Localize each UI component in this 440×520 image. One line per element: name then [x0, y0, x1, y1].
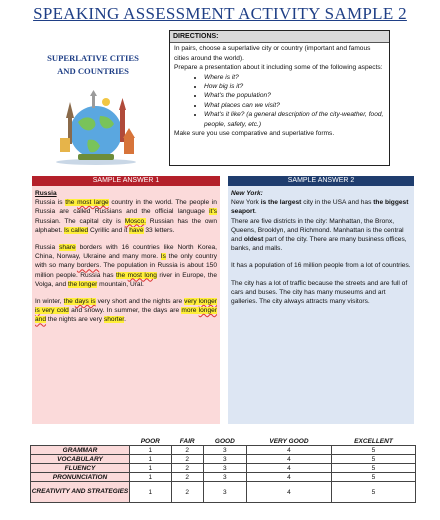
rubric-criterion: GRAMMAR [31, 446, 130, 455]
score-cell: 1 [130, 455, 172, 464]
score-cell: 5 [331, 446, 415, 455]
topic-label-line-2: AND COUNTRIES [57, 66, 129, 76]
sample-answer-2-paragraph-3: The city has a lot of traffic because the streets and are full of cars and buses. The city has many museums and art galleries. The city always attracts many visitors. [231, 279, 408, 306]
score-cell: 2 [171, 455, 203, 464]
directions-closing: Make sure you use comparative and superlative forms. [174, 130, 335, 138]
rubric-level: VERY GOOD [246, 437, 331, 446]
table-row [31, 473, 416, 482]
score-cell: 4 [246, 464, 331, 473]
sample-answer-1-paragraph-3: In winter, the days is very short and the nights are very longer is very cold and snowy. In summer, the days are more longer and the nights are very shorter. [35, 298, 218, 324]
score-cell: 2 [171, 482, 203, 503]
score-cell: 2 [171, 464, 203, 473]
score-cell: 4 [246, 446, 331, 455]
score-cell: 1 [130, 473, 172, 482]
sample-answer-2-paragraph-1: New York is the largest city in the USA and has the biggest seaport. There are five districts in the city: Manhattan, the Bronx, Queens, Brooklyn, and Richmond. Manhattan is the central and oldest part of the city. There are many business offices, banks, and malls. [231, 199, 409, 253]
score-cell: 3 [203, 446, 246, 455]
score-cell: 3 [203, 464, 246, 473]
table-row [31, 446, 416, 455]
rubric-criterion: FLUENCY [31, 464, 130, 473]
sample-answer-1-paragraph-1: Russia is the most large country in the world. The people in Russia are called Russians and the official language it's Russian. The capital city is Mosco. Russian has the own alphabet. Is called Cyrillic and it have 33 letters. [35, 199, 217, 234]
score-cell: 3 [203, 473, 246, 482]
sample-answer-1-paragraph-2: Russia share borders with 16 countries like North Korea, China, Norway, Ukraine and many more. Is the only country with so many borders. The population in Russia is about 150 million people. Russia has the most long river in Europe, the Volga, and the longer mountain, Ural. [35, 244, 218, 288]
rubric-level: GOOD [203, 437, 246, 446]
directions-intro: In pairs, choose a superlative city or country (important and famous cities around the world). [174, 45, 371, 62]
score-cell: 2 [171, 446, 203, 455]
rubric-criterion: CREATIVITY AND STRATEGIES [31, 482, 130, 503]
rubric-header-row [31, 437, 416, 446]
world-landmarks-illustration [48, 88, 144, 166]
table-row [31, 482, 416, 503]
sample-answer-1 [32, 176, 220, 424]
bullet-item: • Where is it? [204, 73, 385, 82]
score-cell: 4 [246, 455, 331, 464]
rubric-criterion: PRONUNCIATION [31, 473, 130, 482]
rubric-corner [31, 437, 130, 446]
score-cell: 2 [171, 473, 203, 482]
score-cell: 4 [246, 473, 331, 482]
directions-bullets [174, 73, 385, 129]
table-row [31, 455, 416, 464]
bullet-item: • What places can we visit? [204, 101, 385, 110]
sample-answer-1-heading: SAMPLE ANSWER 1 [32, 176, 220, 186]
rubric-level: POOR [130, 437, 172, 446]
score-cell: 1 [130, 446, 172, 455]
score-cell: 4 [246, 482, 331, 503]
page-title: SPEAKING ASSESSMENT ACTIVITY SAMPLE 2 [33, 4, 407, 23]
bullet-item: • What's it like? (a general description of the city-weather, food, people, safety, etc.) [204, 110, 385, 129]
sample-answer-1-subtitle: Russia [35, 190, 57, 197]
score-cell: 1 [130, 464, 172, 473]
table-row [31, 464, 416, 473]
sample-answer-2-heading: SAMPLE ANSWER 2 [228, 176, 414, 186]
rubric-level: FAIR [171, 437, 203, 446]
sample-answer-2-subtitle: New York: [231, 190, 263, 197]
score-cell: 1 [130, 482, 172, 503]
topic-label-line-1: SUPERLATIVE CITIES [47, 53, 139, 63]
rubric-level: EXCELLENT [331, 437, 415, 446]
directions-prep: Prepare a presentation about it including some of the following aspects: [174, 64, 383, 72]
score-cell: 5 [331, 482, 415, 503]
rubric-criterion: VOCABULARY [31, 455, 130, 464]
bullet-item: • How big is it? [204, 82, 385, 91]
score-cell: 3 [203, 455, 246, 464]
score-cell: 3 [203, 482, 246, 503]
topic-label [28, 52, 158, 78]
directions-box [169, 30, 390, 166]
directions-heading: DIRECTIONS: [170, 31, 389, 43]
sample-answer-2-paragraph-2: It has a population of 16 million people from a lot of countries. [231, 262, 411, 270]
bullet-item: • What's the population? [204, 91, 385, 100]
score-cell: 5 [331, 455, 415, 464]
sample-answer-2 [228, 176, 414, 424]
assessment-rubric [30, 437, 416, 503]
score-cell: 5 [331, 473, 415, 482]
score-cell: 5 [331, 464, 415, 473]
